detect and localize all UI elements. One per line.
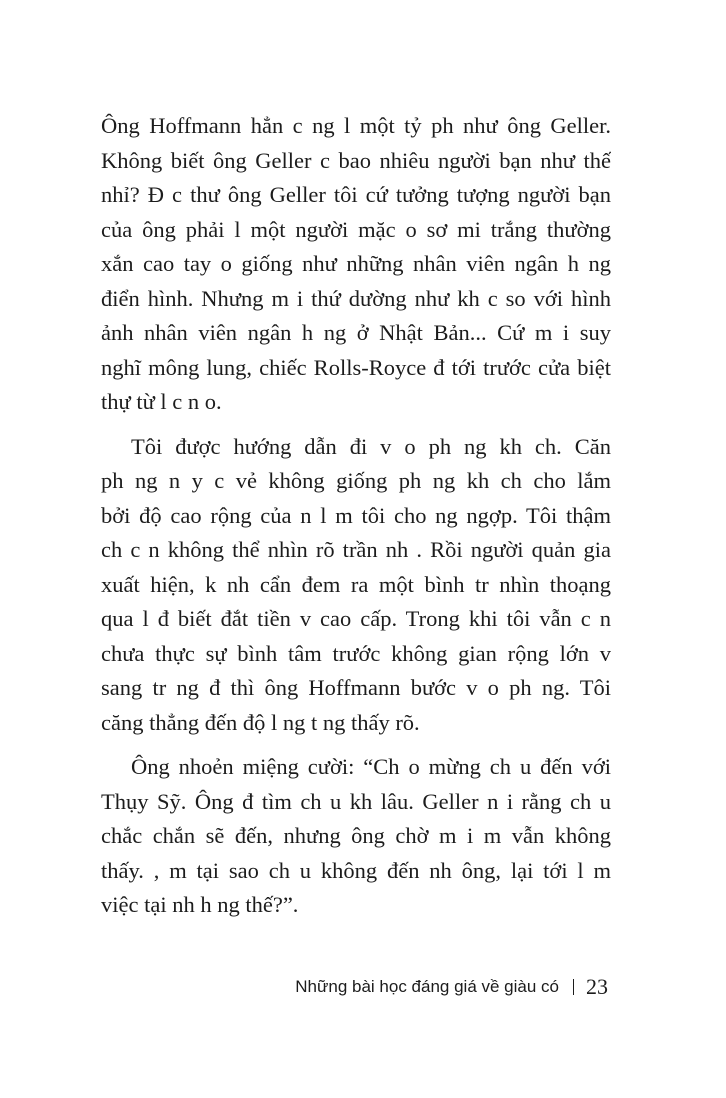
footer-divider — [573, 979, 574, 995]
text-line: nghĩ mông lung, chiếc Rolls-Royce đ tới trước cửa biệt — [101, 354, 611, 380]
text-line: ch c n không thể nhìn rõ trần nh . Rồi người quản gia — [101, 537, 611, 562]
text-line: ph ng n y c vẻ không giống ph ng kh ch cho lắm — [101, 468, 611, 493]
text-line: Tôi được hướng dẫn đi v o ph ng kh ch. Căn — [131, 433, 611, 459]
text-line: việc tại nh h ng thế?”. — [101, 892, 299, 917]
text-line: Ông nhoẻn miệng cười: “Ch o mừng ch u đến với — [131, 754, 611, 779]
page-number: 23 — [586, 974, 608, 999]
book-title: Những bài học đáng giá về giàu có — [295, 977, 559, 996]
text-line: chắc chắn sẽ đến, nhưng ông chờ m i m vẫn không — [101, 823, 611, 848]
text-line: của ông phải l một người mặc o sơ mi trắng thường — [101, 216, 611, 242]
text-line: Không biết ông Geller c bao nhiêu người bạn như thế — [101, 147, 611, 173]
text-line: Thụy Sỹ. Ông đ tìm ch u kh lâu. Geller n i rằng ch u — [101, 788, 611, 814]
page-body — [101, 109, 611, 923]
text-line: chưa thực sự bình tâm trước không gian rộng lớn v — [101, 640, 611, 666]
text-line: xuất hiện, k nh cẩn đem ra một bình tr nhìn thoạng — [101, 571, 611, 597]
text-line: bởi độ cao rộng của n l m tôi cho ng ngợp. Tôi thậm — [101, 502, 611, 528]
text-line: điển hình. Nhưng m i thứ dường như kh c so với hình — [101, 285, 611, 311]
paragraph-3 — [101, 750, 611, 923]
text-line: sang tr ng đ thì ông Hoffmann bước v o ph ng. Tôi — [101, 675, 611, 700]
text-line: thự từ l c n o. — [101, 389, 222, 414]
text-line: xắn cao tay o giống như những nhân viên ngân h ng — [101, 251, 611, 276]
text-line: qua l đ biết đắt tiền v cao cấp. Trong khi tôi vẫn c n — [101, 606, 611, 631]
text-line: thấy. , m tại sao ch u không đến nh ông, lại tới l m — [101, 857, 611, 883]
text-line: căng thẳng đến độ l ng t ng thấy rõ. — [101, 709, 420, 735]
running-footer — [0, 972, 608, 1002]
paragraph-2 — [101, 430, 611, 741]
text-line: Ông Hoffmann hẳn c ng l một tỷ ph như ông Geller. — [101, 113, 611, 138]
paragraph-1 — [101, 109, 611, 420]
text-line: nhỉ? Đ c thư ông Geller tôi cứ tưởng tượng người bạn — [101, 182, 611, 207]
text-line: ảnh nhân viên ngân h ng ở Nhật Bản... Cứ m i suy — [101, 320, 611, 345]
